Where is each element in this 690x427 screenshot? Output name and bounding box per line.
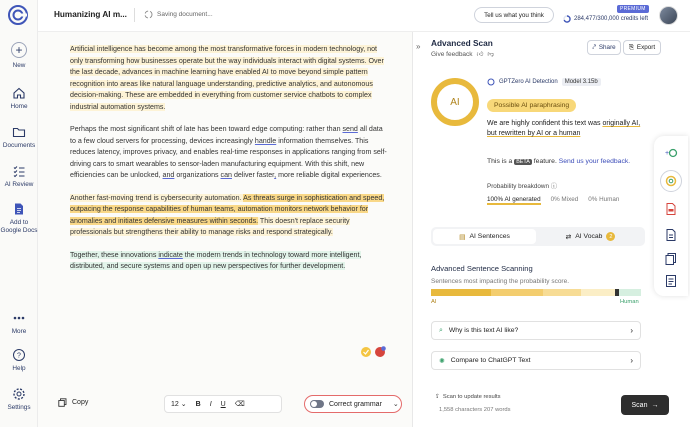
sidebar-item-more[interactable]: More xyxy=(0,311,38,335)
pdf-icon[interactable] xyxy=(664,202,678,216)
paragraph-3 xyxy=(70,193,390,239)
document-text[interactable] xyxy=(70,44,390,284)
suggestion-punctuation[interactable]: , xyxy=(274,171,277,179)
bar-segment xyxy=(491,289,543,296)
sentence-impact-bar xyxy=(431,289,641,296)
info-icon[interactable]: ⓘ xyxy=(550,183,558,190)
home-icon xyxy=(12,86,26,100)
thumbs-down-icon[interactable]: 👎︎ xyxy=(487,51,494,58)
vocab-icon: ⇄ xyxy=(565,233,572,241)
chevron-down-icon: ⌄ xyxy=(392,401,399,408)
suggestion-word[interactable]: indicate xyxy=(158,250,183,259)
sidebar-item-documents[interactable]: Documents xyxy=(0,125,38,149)
prob-human: 0% Human xyxy=(588,196,620,203)
google-docs-icon xyxy=(12,202,26,216)
copy-icon xyxy=(58,398,67,407)
bar-label-human: Human xyxy=(620,299,639,305)
chevron-right-icon: › xyxy=(630,326,633,335)
gptzero-logo[interactable] xyxy=(7,4,29,26)
beta-badge: BETA xyxy=(516,159,530,165)
divider xyxy=(134,8,135,22)
tab-ai-vocab[interactable]: ⇄ AI Vocab 2 xyxy=(538,229,643,244)
saving-status: Saving document... xyxy=(144,10,213,19)
collapse-panel-icon[interactable]: » xyxy=(416,42,421,51)
tool-rail xyxy=(654,136,688,296)
sidebar-item-help[interactable]: ? Help xyxy=(0,348,38,372)
sidebar-item-google-docs[interactable]: Add to Google Docs xyxy=(0,202,38,235)
avatar[interactable] xyxy=(659,6,678,25)
thumbs-up-icon[interactable]: 👍︎ xyxy=(476,51,484,58)
feedback-link[interactable]: Send us your feedback. xyxy=(558,158,631,165)
text-counts: 1,558 characters 207 words xyxy=(439,407,511,413)
svg-text:+: + xyxy=(665,150,670,157)
underline-button[interactable]: U xyxy=(220,400,226,408)
bold-button[interactable]: B xyxy=(195,400,201,408)
paragraph-2: Perhaps the most significant shift of late has been toward edge computing: rather than send all data to a few cloud servers for processing, devices increasingly handle information themselves. This reduces latency, improves privacy, and enables real-time responses in applications ranging from self-driving cars to smart wearables to sensor-laden manufacturing equipment. With this shift, new efficiencies can be unlocked, and organizations can deliver faster, more reliable digital experiences. xyxy=(70,125,387,179)
probability-label: Probability breakdown ⓘ xyxy=(487,183,558,190)
why-ai-accordion[interactable]: ⌕ Why is this text AI like? › xyxy=(431,321,641,340)
detector-header: GPTZero AI Detection Model 3.15b xyxy=(487,78,601,86)
sidebar-item-home[interactable]: Home xyxy=(0,86,38,110)
ai-score-ring: AI xyxy=(431,78,479,126)
gptzero-mini-logo-icon xyxy=(487,78,495,86)
chevron-down-icon: ⌄ xyxy=(180,401,187,408)
suggestion-word[interactable]: can xyxy=(220,171,232,179)
grammar-toggle[interactable] xyxy=(310,400,324,408)
document-editor[interactable] xyxy=(38,32,412,427)
folder-icon xyxy=(12,125,26,139)
copy-button[interactable]: Copy xyxy=(58,398,88,407)
paragraph-4 xyxy=(70,250,390,273)
chevron-right-icon: › xyxy=(630,356,633,365)
arrow-right-icon: → xyxy=(651,401,659,409)
sentence-scan-subtitle: Sentences most impacting the probability score. xyxy=(431,278,570,285)
font-size-select[interactable]: 12 ⌄ xyxy=(171,401,187,408)
correct-grammar-button[interactable]: Correct grammar ⌄ xyxy=(304,395,402,413)
document-review-icon[interactable] xyxy=(664,228,678,242)
sentence-scan-title: Advanced Sentence Scanning xyxy=(431,264,533,273)
highlight-ai-light[interactable]: Another fast-moving trend is cybersecurity automation. xyxy=(70,193,244,202)
italic-button[interactable]: I xyxy=(209,400,212,408)
bar-label-ai: AI xyxy=(431,299,437,305)
share-icon: ⤤ xyxy=(592,43,596,51)
share-button[interactable]: ⤤ Share xyxy=(587,40,621,55)
top-bar xyxy=(38,0,690,32)
sidebar-item-new[interactable]: + New xyxy=(12,43,26,69)
svg-text:?: ? xyxy=(17,352,21,360)
bar-segment xyxy=(581,289,615,296)
probability-breakdown xyxy=(487,196,619,205)
bar-segment xyxy=(619,289,641,296)
give-feedback: Give feedback 👍︎ 👎︎ xyxy=(431,50,494,58)
sidebar-item-ai-review[interactable]: AI Review xyxy=(0,164,38,188)
credits-status[interactable]: 284,477/300,000 credits left xyxy=(563,15,648,23)
result-tabs xyxy=(431,227,645,246)
panel-title: Advanced Scan xyxy=(431,38,493,48)
notification-icon[interactable] xyxy=(374,346,386,358)
left-sidebar xyxy=(0,0,38,427)
highlight-ai-light[interactable]: This doesn't replace security professionals but strengthens their ability to manage risks and respond strategically. xyxy=(70,216,350,236)
checklist-icon xyxy=(12,164,26,178)
beta-notice: This is a BETA feature. Send us your feedback. xyxy=(487,158,631,165)
cloud-sync-icon xyxy=(144,10,153,19)
tab-ai-sentences[interactable]: ▤ AI Sentences xyxy=(433,229,536,244)
feedback-button[interactable]: Tell us what you think xyxy=(474,7,554,23)
more-icon xyxy=(12,311,26,325)
suggestion-word[interactable]: send xyxy=(342,125,358,133)
credits-progress-icon xyxy=(563,15,571,23)
prob-mixed: 0% Mixed xyxy=(550,196,579,203)
bar-segment xyxy=(543,289,581,296)
premium-badge: PREMIUM xyxy=(617,5,649,13)
compare-chatgpt-accordion[interactable]: ✺ Compare to ChatGPT Text › xyxy=(431,351,641,370)
clear-format-icon[interactable]: ⌫ xyxy=(234,401,245,408)
highlight-human[interactable]: Together, these innovations indicate the modern trends in technology toward more intelligent, distributed, and secure systems and open up new perspectives for further development. xyxy=(70,250,362,270)
verdict-badge: Possible AI paraphrasing xyxy=(487,99,576,112)
confidence-text: We are highly confident this text was originally AI, but rewritten by AI or a human xyxy=(487,120,641,137)
model-badge: Model 3.15b xyxy=(562,78,601,86)
grammar-extension-icon[interactable] xyxy=(360,346,372,358)
editor-toolbar xyxy=(38,393,412,417)
upload-icon: ⇪ xyxy=(435,394,440,400)
scan-button[interactable]: Scan → xyxy=(621,395,669,415)
scan-tool-icon[interactable] xyxy=(664,174,678,188)
paragraph-1 xyxy=(70,44,390,113)
plus-icon: + xyxy=(11,42,27,58)
extension-badges[interactable] xyxy=(360,346,386,358)
scan-note: ⇪ Scan to update results xyxy=(435,394,501,400)
report-icon[interactable] xyxy=(664,274,678,288)
settings-icon xyxy=(12,387,26,401)
export-button[interactable]: ⎘ Export xyxy=(623,40,661,55)
document-title[interactable]: Humanizing AI m... xyxy=(54,10,127,19)
scan-panel xyxy=(412,32,690,427)
gptzero-add-icon[interactable] xyxy=(664,146,678,160)
suggestion-word[interactable]: and xyxy=(162,171,175,179)
vocab-count-badge: 2 xyxy=(606,232,615,241)
sidebar-item-settings[interactable]: Settings xyxy=(0,387,38,411)
export-icon: ⎘ xyxy=(628,43,634,51)
suggestion-word[interactable]: handle xyxy=(254,136,277,145)
help-icon xyxy=(12,348,26,362)
sentences-icon: ▤ xyxy=(459,233,466,241)
highlight-ai-strong[interactable]: As threats surge in sophistication and speed, outpacing the response capabilities of human teams, automation monitors network behavior for anomalies and initiates defensive measures within seconds. xyxy=(70,193,385,225)
chatgpt-icon: ✺ xyxy=(439,357,445,365)
highlight-ai-light[interactable]: Artificial intelligence has become among the most transformative forces in modern technology, not only transforming how businesses operate but the way individuals interact with digital systems. Over the last decade, advances in machine learning have enabled AI to move beyond simple pattern recognition into areas like natural language understanding, predictive analytics, and autonomous decision-making. These are embedded in everything from customer service chatbots to complex industrial automation systems. xyxy=(70,45,384,111)
copy-docs-icon[interactable] xyxy=(664,252,678,266)
prob-ai: 100% AI generated xyxy=(487,196,541,203)
search-icon: ⌕ xyxy=(439,326,443,334)
format-toolbar xyxy=(164,395,282,413)
bar-segment xyxy=(431,289,491,296)
